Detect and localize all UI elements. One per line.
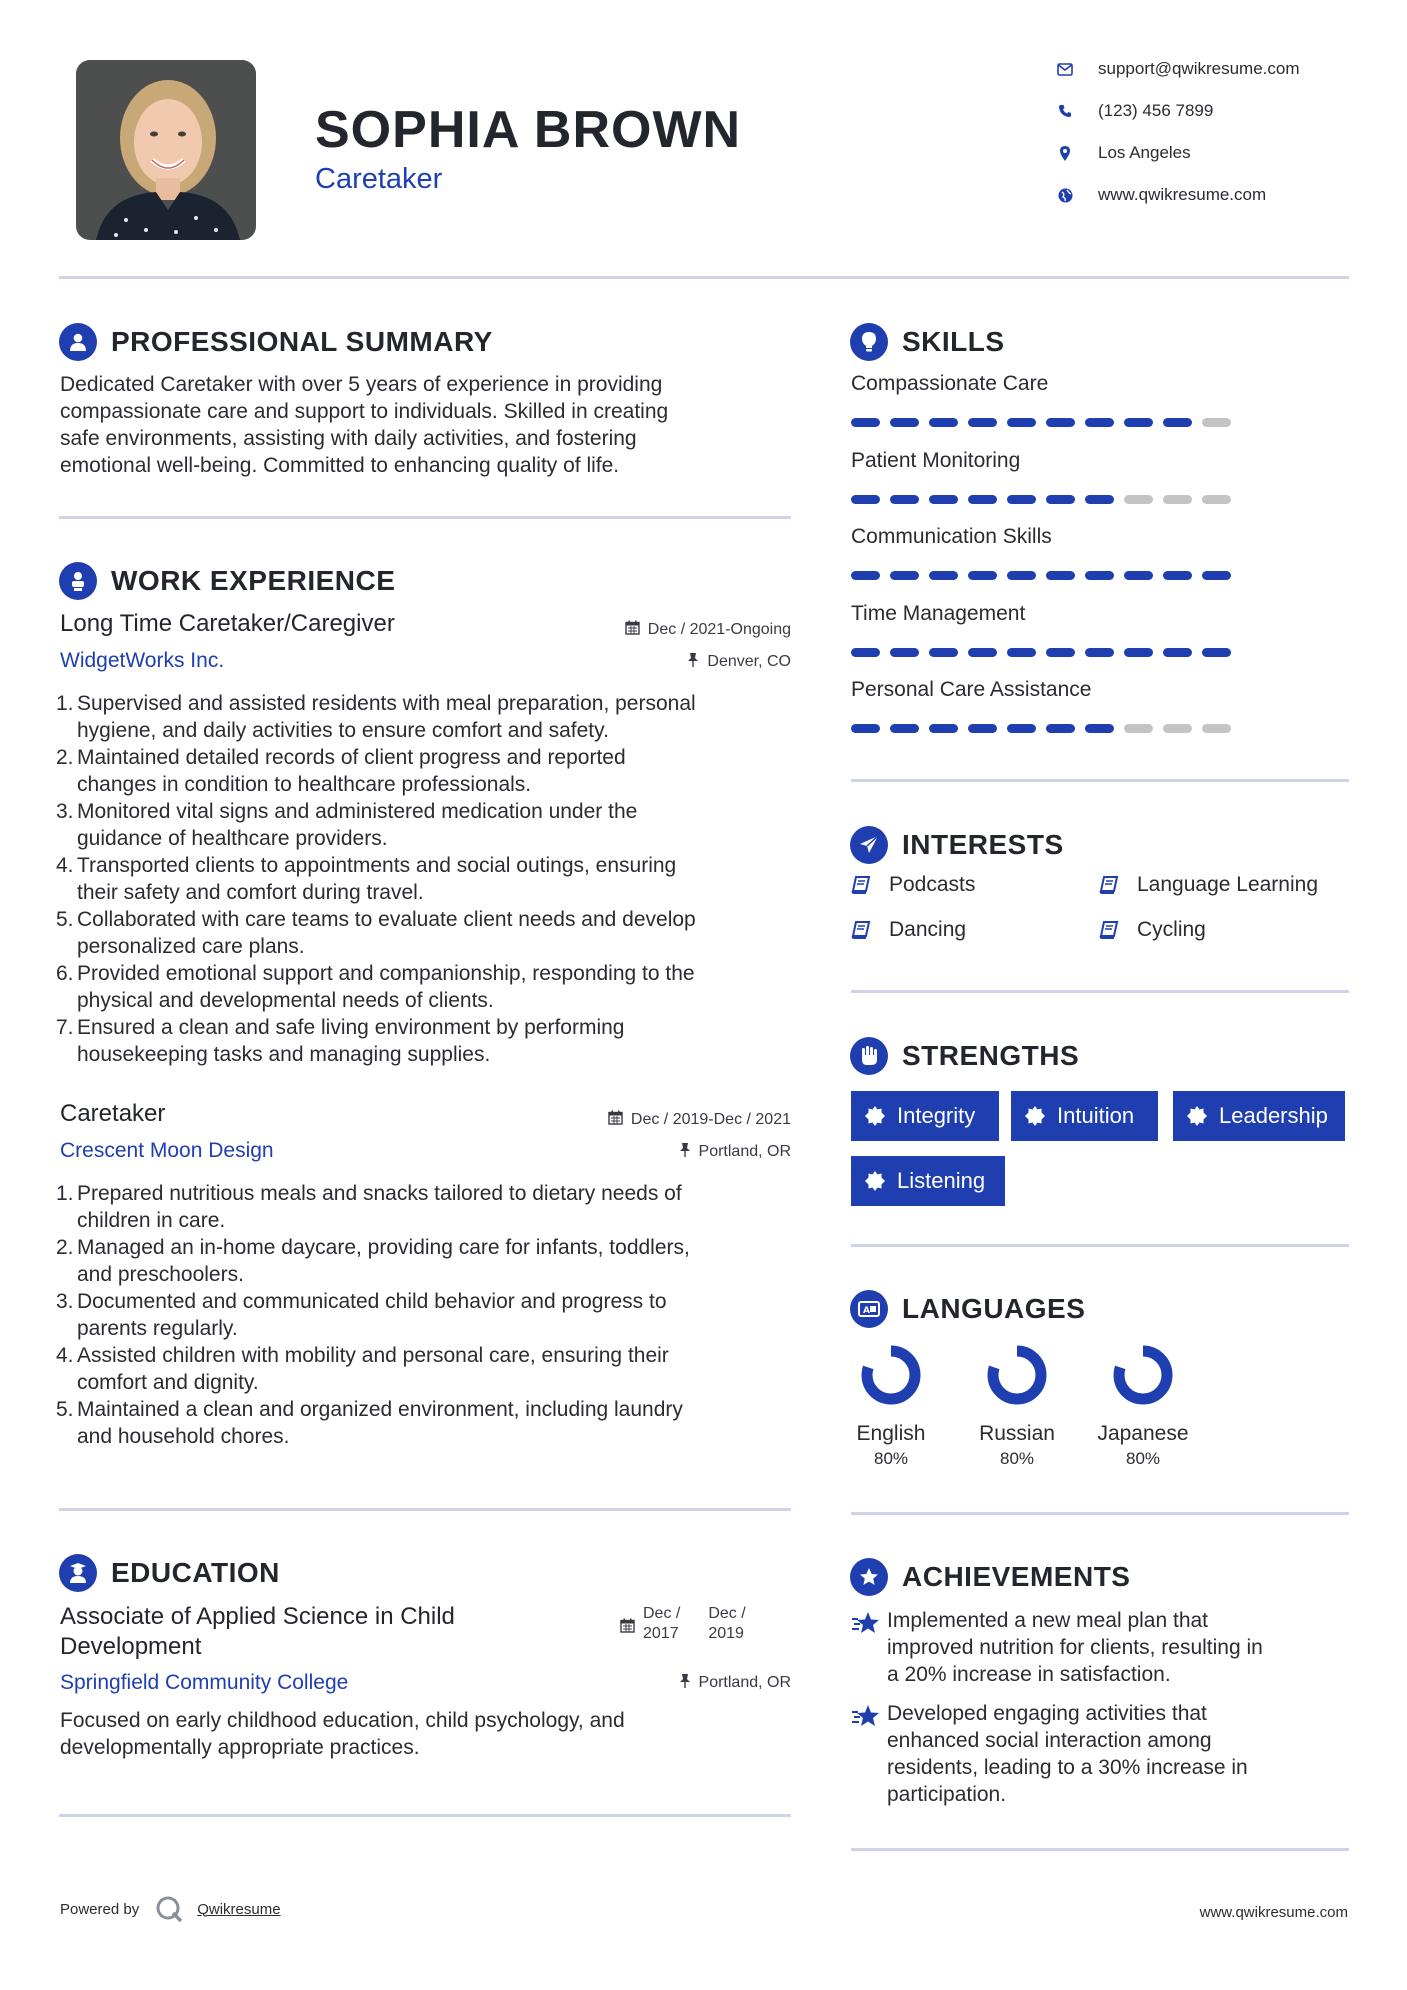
paper-plane-icon — [850, 826, 888, 864]
section-divider — [59, 1814, 791, 1817]
raised-fist-icon — [850, 1037, 888, 1075]
skill-dot — [1124, 418, 1153, 427]
degree-line: Development — [60, 1633, 202, 1660]
skills-list — [851, 372, 1311, 755]
skill-dot — [968, 648, 997, 657]
book-icon — [1099, 919, 1123, 941]
skill-dot — [1007, 724, 1036, 733]
end-year: 2019 — [708, 1625, 744, 1642]
job-dates — [625, 620, 791, 640]
education-description — [60, 1707, 780, 1761]
summary-line: emotional well-being. Committed to enhancing quality of life. — [60, 454, 620, 477]
star-icon — [851, 1607, 887, 1688]
graduate-icon — [59, 1554, 97, 1592]
skill-dot — [1085, 571, 1114, 580]
svg-text:A: A — [863, 1306, 870, 1316]
contact-location — [1050, 138, 1380, 168]
strength-badge — [1173, 1091, 1345, 1141]
calendar-icon — [620, 1618, 635, 1638]
summary-text — [60, 371, 780, 479]
languages-heading — [850, 1289, 1085, 1329]
skill-name: Personal Care Assistance — [851, 678, 1092, 701]
candidate-role: Caretaker — [315, 163, 443, 195]
skill-item — [851, 525, 1311, 602]
list-item: 1. Supervised and assisted residents with meal preparation, personal hygiene, and daily activities to ensure comfort and safety. — [56, 692, 696, 742]
skill-dot — [851, 724, 880, 733]
qwikresume-logo-icon — [155, 1895, 183, 1923]
skill-level-meter — [851, 724, 1311, 733]
contact-email[interactable] — [1050, 54, 1380, 84]
badge-icon — [1187, 1106, 1207, 1126]
skill-item — [851, 449, 1311, 526]
skill-dot — [890, 495, 919, 504]
interest-label: Cycling — [1137, 918, 1206, 941]
skill-dot — [929, 495, 958, 504]
pushpin-icon — [679, 1673, 691, 1693]
duty-list — [58, 1180, 798, 1450]
skill-dot — [1202, 648, 1231, 657]
location-text: Los Angeles — [1098, 143, 1191, 162]
summary-line: compassionate care and support to individuals. Skilled in creating — [60, 400, 669, 423]
skill-dot — [1007, 495, 1036, 504]
map-pin-icon — [1050, 142, 1080, 164]
interest-item — [1099, 873, 1318, 897]
globe-icon — [1050, 184, 1080, 206]
language-item — [957, 1343, 1077, 1469]
skill-dot — [1202, 724, 1231, 733]
language-name: Japanese — [1097, 1422, 1189, 1445]
skill-dot — [1007, 648, 1036, 657]
job-location — [679, 1142, 791, 1162]
pushpin-icon — [687, 652, 699, 672]
skill-dot — [968, 495, 997, 504]
skill-dot — [929, 648, 958, 657]
strength-label: Integrity — [897, 1103, 976, 1128]
language-item — [831, 1343, 951, 1469]
skills-title: SKILLS — [902, 326, 1005, 357]
skill-level-meter — [851, 495, 1311, 504]
summary-heading — [59, 322, 493, 362]
skill-dot — [1046, 648, 1075, 657]
profile-photo — [76, 60, 256, 240]
language-percent: 80% — [1125, 1449, 1161, 1468]
description-line: Focused on early childhood education, child psychology, and — [60, 1709, 625, 1732]
language-name: Russian — [979, 1422, 1055, 1445]
caregiver-icon — [59, 562, 97, 600]
skill-dot — [890, 571, 919, 580]
interest-label: Language Learning — [1137, 873, 1319, 896]
interests-title: INTERESTS — [902, 829, 1064, 860]
skill-dot — [1085, 724, 1114, 733]
language-ring-arc — [1119, 1351, 1167, 1399]
star-icon — [851, 1700, 887, 1808]
translate-icon — [850, 1290, 888, 1328]
job-location — [687, 652, 791, 672]
job-title: Caretaker — [60, 1100, 166, 1127]
summary-line: Dedicated Caretaker with over 5 years of experience in providing — [60, 373, 663, 396]
skill-dot — [1124, 495, 1153, 504]
email-text: support@qwikresume.com — [1098, 59, 1300, 78]
skill-name: Time Management — [851, 601, 1026, 625]
job-dates-text: Dec / 2019-Dec / 2021 — [630, 1111, 791, 1128]
contact-website[interactable] — [1050, 180, 1380, 210]
work-heading — [59, 561, 395, 601]
section-divider — [59, 1508, 791, 1511]
company-name: Crescent Moon Design — [60, 1139, 274, 1162]
education-location — [679, 1673, 791, 1693]
job-location-text: Portland, OR — [698, 1143, 791, 1160]
list-item: 5. Maintained a clean and organized environment, including laundry and household chores. — [56, 1398, 683, 1448]
book-icon — [1099, 874, 1123, 896]
languages-title: LANGUAGES — [902, 1293, 1086, 1324]
section-divider — [851, 990, 1349, 993]
list-item: 1. Prepared nutritious meals and snacks tailored to dietary needs of children in care. — [56, 1182, 682, 1232]
education-location-text: Portland, OR — [698, 1674, 791, 1691]
skill-item — [851, 602, 1311, 679]
language-ring-arc — [867, 1351, 915, 1399]
skill-dot — [1202, 571, 1231, 580]
user-icon — [59, 323, 97, 361]
list-item: 2. Managed an in-home daycare, providing care for infants, toddlers, and preschoolers. — [56, 1236, 690, 1286]
skill-name: Patient Monitoring — [851, 448, 1021, 472]
badge-icon — [865, 1106, 885, 1126]
list-item: 3. Monitored vital signs and administered medication under the guidance of healthcare providers. — [56, 800, 638, 850]
strength-badge — [851, 1091, 999, 1141]
education-heading — [59, 1553, 280, 1593]
skill-dot — [968, 571, 997, 580]
header-divider — [59, 276, 1349, 279]
skill-dot — [1124, 571, 1153, 580]
strengths-heading — [850, 1036, 1079, 1076]
strength-badge — [1011, 1091, 1158, 1141]
list-item: 3. Documented and communicated child behavior and progress to parents regularly. — [56, 1290, 667, 1340]
job-dates — [608, 1110, 791, 1130]
skill-dot — [851, 418, 880, 427]
language-ring — [985, 1343, 1049, 1407]
school-name: Springfield Community College — [60, 1671, 349, 1694]
skill-dot — [1202, 495, 1231, 504]
achievements-heading — [850, 1557, 1130, 1597]
language-percent: 80% — [999, 1449, 1035, 1468]
powered-by-text: Powered by — [60, 1900, 140, 1918]
skill-dot — [851, 648, 880, 657]
achievements-title: ACHIEVEMENTS — [902, 1561, 1131, 1592]
achievement-line: participation. — [887, 1783, 1007, 1806]
skill-dot — [1163, 571, 1192, 580]
language-ring — [1111, 1343, 1175, 1407]
website-text: www.qwikresume.com — [1098, 185, 1267, 204]
skill-dot — [1007, 418, 1036, 427]
skill-dot — [1046, 724, 1075, 733]
company-name: WidgetWorks Inc. — [60, 649, 225, 672]
skill-dot — [1007, 571, 1036, 580]
list-item: 4. Transported clients to appointments and social outings, ensuring their safety and comfort during travel. — [56, 854, 677, 904]
contact-phone[interactable] — [1050, 96, 1380, 126]
list-item: 2. Maintained detailed records of client progress and reported changes in condition to healthcare professionals. — [56, 746, 626, 796]
language-item — [1083, 1343, 1203, 1469]
skill-dot — [929, 571, 958, 580]
achievement-item — [851, 1607, 1351, 1688]
education-dates — [620, 1604, 746, 1644]
job-title: Long Time Caretaker/Caregiver — [60, 610, 395, 637]
skill-dot — [1124, 648, 1153, 657]
achievement-line: a 20% increase in satisfaction. — [887, 1663, 1171, 1686]
skill-dot — [1163, 724, 1192, 733]
badge-icon — [1025, 1106, 1045, 1126]
job-dates-text: Dec / 2021-Ongoing — [647, 621, 791, 638]
skill-name: Communication Skills — [851, 525, 1052, 548]
calendar-icon — [608, 1110, 623, 1130]
skills-heading — [850, 322, 1005, 362]
summary-line: safe environments, assisting with daily activities, and fostering — [60, 427, 637, 450]
work-title: WORK EXPERIENCE — [111, 565, 396, 596]
interest-label: Podcasts — [889, 873, 976, 896]
skill-item — [851, 372, 1311, 449]
candidate-name: SOPHIA BROWN — [315, 101, 742, 159]
achievement-item — [851, 1700, 1351, 1808]
badge-icon — [865, 1171, 885, 1191]
languages-list — [831, 1343, 1203, 1469]
list-item: 5. Collaborated with care teams to evaluate client needs and develop personalized care plans. — [56, 908, 696, 958]
language-percent: 80% — [873, 1449, 909, 1468]
strength-label: Leadership — [1219, 1103, 1328, 1128]
language-name: English — [856, 1422, 926, 1445]
interest-item — [851, 918, 966, 942]
interest-item — [1099, 918, 1206, 942]
book-icon — [851, 919, 875, 941]
skill-dot — [1163, 495, 1192, 504]
list-item: 7. Ensured a clean and safe living environment by performing housekeeping tasks and managing supplies. — [56, 1016, 625, 1066]
pushpin-icon — [679, 1142, 691, 1162]
degree-line: Associate of Applied Science in Child — [60, 1603, 455, 1630]
book-icon — [851, 874, 875, 896]
footer-branding — [60, 1895, 281, 1923]
envelope-icon — [1050, 58, 1080, 80]
phone-text: (123) 456 7899 — [1098, 101, 1214, 120]
phone-icon — [1050, 100, 1080, 122]
achievement-line: enhanced social interaction among — [887, 1729, 1212, 1752]
degree-title — [60, 1602, 455, 1662]
start-year: 2017 — [643, 1625, 679, 1642]
skill-level-meter — [851, 418, 1311, 427]
section-divider — [59, 516, 791, 519]
skill-dot — [929, 418, 958, 427]
education-title: EDUCATION — [111, 1557, 280, 1588]
end-month: Dec / — [708, 1605, 746, 1622]
summary-title: PROFESSIONAL SUMMARY — [111, 326, 493, 357]
skill-dot — [890, 418, 919, 427]
skill-level-meter — [851, 648, 1311, 657]
star-badge-icon — [850, 1558, 888, 1596]
skill-dot — [1085, 495, 1114, 504]
section-divider — [851, 779, 1349, 782]
list-item: 4. Assisted children with mobility and personal care, ensuring their comfort and dignity. — [56, 1344, 669, 1394]
skill-dot — [1046, 418, 1075, 427]
achievement-line: improved nutrition for clients, resulting in — [887, 1636, 1263, 1659]
strength-label: Listening — [897, 1168, 986, 1193]
skill-level-meter — [851, 571, 1311, 580]
list-item: 6. Provided emotional support and companionship, responding to the physical and developmental needs of clients. — [56, 962, 695, 1012]
strengths-title: STRENGTHS — [902, 1040, 1080, 1071]
skill-dot — [1085, 418, 1114, 427]
skill-dot — [1046, 571, 1075, 580]
language-ring-arc — [993, 1351, 1041, 1399]
footer-website-link[interactable]: www.qwikresume.com — [1199, 1904, 1348, 1921]
section-divider — [851, 1244, 1349, 1247]
section-divider — [851, 1512, 1349, 1515]
description-line: developmentally appropriate practices. — [60, 1736, 420, 1759]
skill-dot — [929, 724, 958, 733]
interests-heading — [850, 825, 1064, 865]
skill-dot — [968, 418, 997, 427]
lightbulb-icon — [850, 323, 888, 361]
skill-dot — [851, 495, 880, 504]
section-divider — [851, 1848, 1349, 1851]
achievement-line: Implemented a new meal plan that — [887, 1609, 1209, 1632]
strength-badge — [851, 1156, 1005, 1206]
start-month: Dec / — [643, 1605, 681, 1622]
skill-dot — [890, 724, 919, 733]
calendar-icon — [625, 620, 640, 640]
duty-list — [58, 690, 798, 1068]
skill-dot — [1124, 724, 1153, 733]
skill-name: Compassionate Care — [851, 372, 1049, 395]
skill-dot — [890, 648, 919, 657]
skill-item — [851, 678, 1311, 755]
brand-link[interactable]: Qwikresume — [197, 1900, 281, 1918]
skill-dot — [1163, 648, 1192, 657]
skill-dot — [1202, 418, 1231, 427]
job-location-text: Denver, CO — [707, 653, 791, 670]
achievement-line: Developed engaging activities that — [887, 1702, 1207, 1725]
skill-dot — [968, 724, 997, 733]
skill-dot — [1046, 495, 1075, 504]
language-ring — [859, 1343, 923, 1407]
skill-dot — [851, 571, 880, 580]
achievement-line: residents, leading to a 30% increase in — [887, 1756, 1248, 1779]
skill-dot — [1085, 648, 1114, 657]
strength-label: Intuition — [1057, 1103, 1135, 1128]
interest-item — [851, 873, 975, 897]
interest-label: Dancing — [889, 918, 967, 941]
skill-dot — [1163, 418, 1192, 427]
